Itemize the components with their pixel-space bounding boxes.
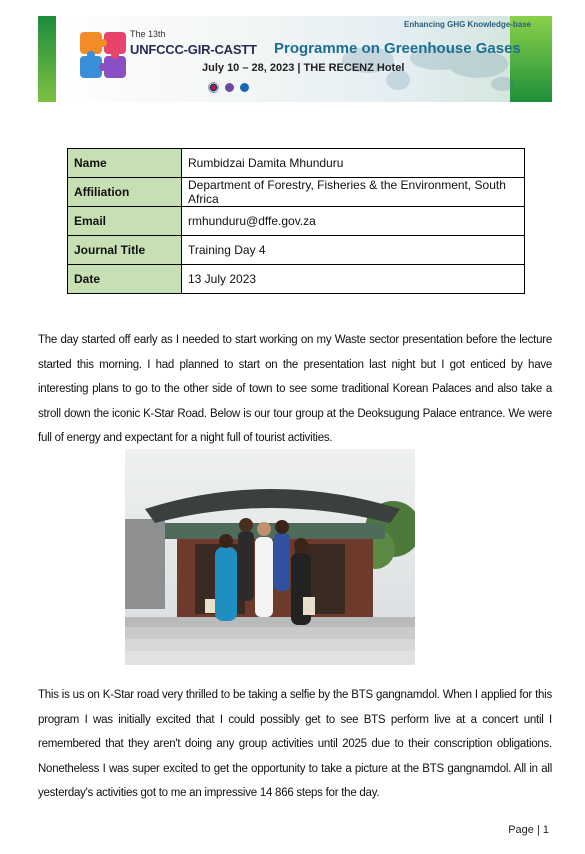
info-value[interactable]: rmhunduru@dffe.gov.za bbox=[182, 207, 525, 236]
government-emblem-icon bbox=[225, 83, 234, 92]
banner-dates: July 10 – 28, 2023 | THE RECENZ Hotel bbox=[202, 62, 405, 74]
info-table bbox=[67, 148, 525, 294]
table-row bbox=[68, 149, 525, 178]
banner-edition: The 13th bbox=[130, 29, 166, 39]
table-row bbox=[68, 236, 525, 265]
body-paragraph-2: This is us on K-Star road very thrilled to be taking a selfie by the BTS gangnamdol. When I applied for this program I was initially excited that I could possibly get to see BTS perform live at a concert until I remembered that they aren't doing any group activities until 2025 due to their conscription obligations. Nonetheless I was super excited to get the opportunity to take a picture at the BTS gangnamdol. All in all yesterday's activities got to me an impressive 14 866 steps for the day. bbox=[38, 689, 552, 800]
un-climate-emblem-icon bbox=[240, 83, 249, 92]
banner-left-strip bbox=[38, 16, 56, 102]
info-value: Training Day 4 bbox=[182, 236, 525, 265]
puzzle-logo-icon bbox=[78, 30, 128, 80]
page-number: Page | 1 bbox=[508, 824, 549, 836]
table-row bbox=[68, 265, 525, 294]
header-banner bbox=[38, 16, 552, 102]
korea-flag-icon bbox=[208, 82, 219, 93]
info-value: 13 July 2023 bbox=[182, 265, 525, 294]
group-photo bbox=[125, 449, 415, 665]
info-label: Name bbox=[68, 149, 182, 178]
info-label: Journal Title bbox=[68, 236, 182, 265]
info-value: Department of Forestry, Fisheries & the Environment, South Africa bbox=[182, 178, 525, 207]
banner-tagline: Enhancing GHG Knowledge-base bbox=[404, 20, 532, 29]
sponsor-logos bbox=[208, 82, 249, 93]
info-label: Affiliation bbox=[68, 178, 182, 207]
body-paragraph-1: The day started off early as I needed to start working on my Waste sector presentation before the lecture started this morning. I had planned to start on the presentation last night but I got enticed by have interesting plans to go to the other side of town to see some traditional Korean Palaces and also take a stroll down the iconic K-Star Road. Below is our tour group at the Deoksugung Palace entrance. We were full of energy and expectant for a night full of tourist activities. bbox=[38, 334, 552, 445]
table-row bbox=[68, 207, 525, 236]
info-label: Date bbox=[68, 265, 182, 294]
banner-org: UNFCCC-GIR-CASTT bbox=[130, 42, 257, 57]
info-value: Rumbidzai Damita Mhunduru bbox=[182, 149, 525, 178]
table-row bbox=[68, 178, 525, 207]
info-label: Email bbox=[68, 207, 182, 236]
banner-programme: Programme on Greenhouse Gases bbox=[274, 40, 521, 57]
